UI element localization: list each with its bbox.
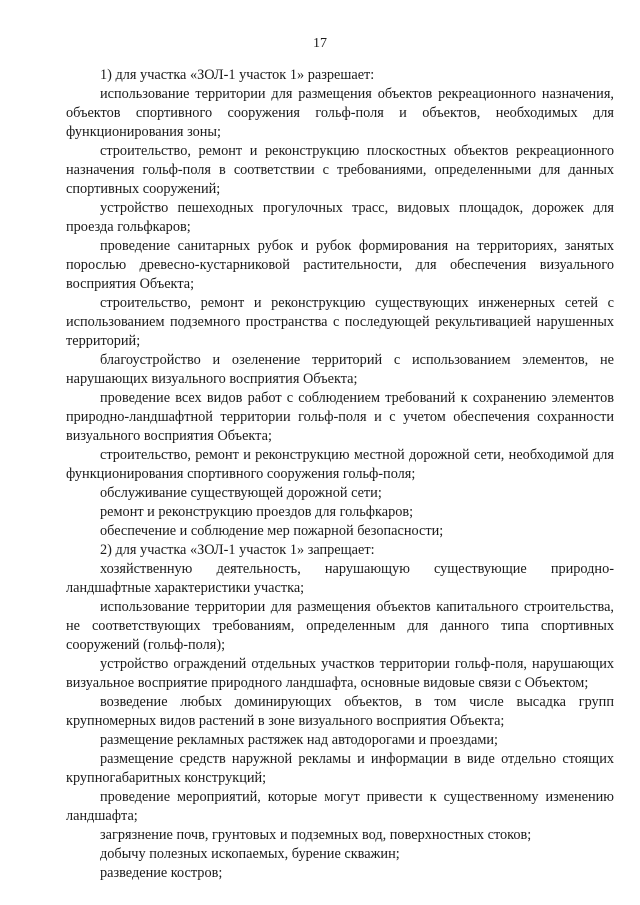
paragraph: обслуживание существующей дорожной сети;: [100, 485, 382, 501]
paragraph: устройство пешеходных прогулочных трасс, видовых площадок, дорожек для проезда гольфкаров;: [66, 200, 614, 235]
page-number: 17: [313, 36, 327, 51]
paragraph-permits-heading: 1) для участка «ЗОЛ-1 участок 1» разрешает:: [100, 67, 375, 83]
paragraph: ремонт и реконструкцию проездов для гольфкаров;: [100, 504, 414, 520]
paragraph: благоустройство и озеленение территорий с использованием элементов, не нарушающих визуального восприятия Объекта;: [66, 352, 614, 387]
paragraph: размещение средств наружной рекламы и информации в виде отдельно стоящих крупногабаритных конструкций;: [66, 751, 614, 786]
paragraph: размещение рекламных растяжек над автодорогами и проездами;: [100, 732, 499, 748]
paragraph: использование территории для размещения объектов капитального строительства, не соответствующих требованиям, определенным для данного типа спортивных сооружений (гольф-поля);: [66, 599, 614, 653]
paragraph: устройство ограждений отдельных участков территории гольф-поля, нарушающих визуальное восприятие природного ландшафта, основные видовые связи с Объектом;: [66, 656, 614, 691]
paragraph: проведение мероприятий, которые могут привести к существенному изменению ландшафта;: [66, 789, 614, 824]
paragraph: возведение любых доминирующих объектов, в том числе высадка групп крупномерных видов растений в зоне визуального восприятия Объекта;: [66, 694, 614, 729]
paragraph: разведение костров;: [100, 865, 223, 881]
paragraph: использование территории для размещения объектов рекреационного назначения, объектов спортивного сооружения гольф-поля и объектов, необходимых для функционирования зоны;: [66, 86, 614, 140]
paragraph: добычу полезных ископаемых, бурение скважин;: [100, 846, 400, 862]
paragraph: хозяйственную деятельность, нарушающую существующие природно-ландшафтные характеристики участка;: [66, 561, 614, 596]
paragraph: проведение санитарных рубок и рубок формирования на территориях, занятых порослью древесно-кустарниковой растительности, для обеспечения визуального восприятия Объекта;: [66, 238, 614, 292]
paragraph: загрязнение почв, грунтовых и подземных вод, поверхностных стоков;: [100, 827, 532, 843]
document-body: [66, 66, 614, 883]
paragraph: строительство, ремонт и реконструкцию существующих инженерных сетей с использованием подземного пространства с последующей рекультивацией нарушенных территорий;: [66, 295, 614, 349]
paragraph: проведение всех видов работ с соблюдением требований к сохранению элементов природно-ландшафтной территории гольф-поля и с учетом обеспечения сохранности визуального восприятия Объекта;: [66, 390, 614, 444]
paragraph-prohibits-heading: 2) для участка «ЗОЛ-1 участок 1» запрещает:: [100, 542, 375, 558]
paragraph: обеспечение и соблюдение мер пожарной безопасности;: [100, 523, 444, 539]
paragraph: строительство, ремонт и реконструкцию местной дорожной сети, необходимой для функционирования спортивного сооружения гольф-поля;: [66, 447, 614, 482]
paragraph: строительство, ремонт и реконструкцию плоскостных объектов рекреационного назначения гольф-поля в соответствии с требованиями, определенными для данных спортивных сооружений;: [66, 143, 614, 197]
